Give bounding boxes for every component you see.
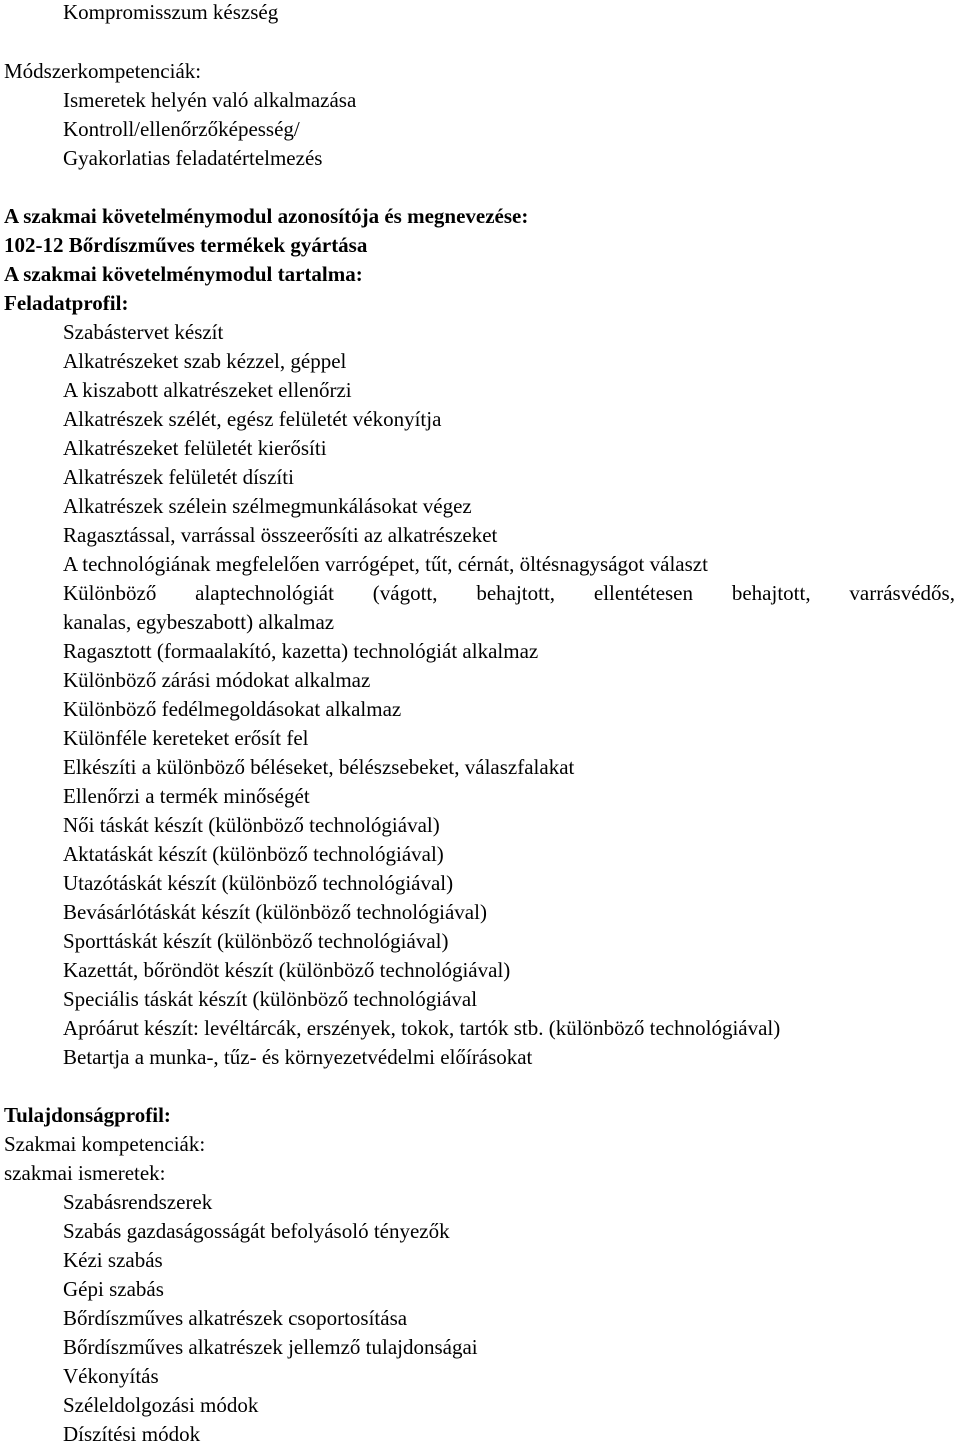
task-item: Alkatrészeket szab kézzel, géppel — [63, 349, 347, 373]
task-item: Kazettát, bőröndöt készít (különböző technológiával) — [63, 958, 511, 982]
task-item: Ragasztással, varrással összeerősíti az alkatrészeket — [63, 523, 498, 547]
task-item: Különféle kereteket erősít fel — [63, 726, 309, 750]
professional-competencies-heading: Szakmai kompetenciák: — [4, 1132, 206, 1156]
task-item: Alkatrészek szélein szélmegmunkálásokat végez — [63, 494, 472, 518]
task-item: Utazótáskát készít (különböző technológiával) — [63, 871, 454, 895]
property-profile-heading: Tulajdonságprofil: — [4, 1103, 171, 1127]
task-item: Apróárut készít: levéltárcák, erszények, tokok, tartók stb. (különböző technológiával) — [63, 1016, 781, 1040]
professional-knowledge-heading: szakmai ismeretek: — [4, 1161, 166, 1185]
module-id-value: 102-12 Bőrdíszműves termékek gyártása — [4, 233, 368, 257]
knowledge-item: Bőrdíszműves alkatrészek jellemző tulajdonságai — [63, 1335, 478, 1359]
methods-item: Ismeretek helyén való alkalmazása — [63, 88, 357, 112]
task-item: Különböző fedélmegoldásokat alkalmaz — [63, 697, 402, 721]
justified-word: varrásvédős, — [849, 581, 955, 605]
task-item: Betartja a munka-, tűz- és környezetvédelmi előírásokat — [63, 1045, 533, 1069]
knowledge-item: Széleldolgozási módok — [63, 1393, 259, 1417]
task-profile-heading: Feladatprofil: — [4, 291, 129, 315]
task-item: Sporttáskát készít (különböző technológiával) — [63, 929, 449, 953]
justified-word: alaptechnológiát — [195, 581, 334, 605]
task-item: Női táskát készít (különböző technológiával) — [63, 813, 440, 837]
justified-word: Különböző — [63, 581, 157, 605]
task-item: Ellenőrzi a termék minőségét — [63, 784, 310, 808]
task-item-continuation: kanalas, egybeszabott) alkalmaz — [63, 610, 335, 634]
task-item: Alkatrészeket felületét kierősíti — [63, 436, 327, 460]
justified-word: (vágott, — [372, 581, 438, 605]
knowledge-item: Szabásrendszerek — [63, 1190, 213, 1214]
task-item: Elkészíti a különböző béléseket, bélészsebeket, válaszfalakat — [63, 755, 575, 779]
task-item: A technológiának megfelelően varrógépet, tűt, cérnát, öltésnagyságot választ — [63, 552, 708, 576]
justified-word: ellentétesen — [593, 581, 694, 605]
justified-word: behajtott, — [476, 581, 556, 605]
methods-item: Gyakorlatias feladatértelmezés — [63, 146, 323, 170]
task-item: Ragasztott (formaalakító, kazetta) technológiát alkalmaz — [63, 639, 539, 663]
task-item: A kiszabott alkatrészeket ellenőrzi — [63, 378, 352, 402]
task-item: Különböző zárási módokat alkalmaz — [63, 668, 371, 692]
task-item-justified — [63, 581, 955, 605]
module-content-heading: A szakmai követelménymodul tartalma: — [4, 262, 363, 286]
knowledge-item: Szabás gazdaságosságát befolyásoló tényezők — [63, 1219, 450, 1243]
knowledge-item: Vékonyítás — [63, 1364, 159, 1388]
task-item: Szabástervet készít — [63, 320, 224, 344]
knowledge-item: Kézi szabás — [63, 1248, 163, 1272]
task-item: Alkatrészek szélét, egész felületét vékonyítja — [63, 407, 442, 431]
task-item: Alkatrészek felületét díszíti — [63, 465, 294, 489]
methods-item: Kontroll/ellenőrzőképesség/ — [63, 117, 300, 141]
knowledge-item: Díszítési módok — [63, 1422, 201, 1446]
task-item: Aktatáskát készít (különböző technológiával) — [63, 842, 444, 866]
knowledge-item: Bőrdíszműves alkatrészek csoportosítása — [63, 1306, 408, 1330]
knowledge-item: Gépi szabás — [63, 1277, 164, 1301]
justified-word: behajtott, — [731, 581, 811, 605]
task-item: Bevásárlótáskát készít (különböző technológiával) — [63, 900, 487, 924]
module-id-heading: A szakmai követelménymodul azonosítója és megnevezése: — [4, 204, 529, 228]
competency-line: Kompromisszum készség — [63, 0, 279, 24]
task-item: Speciális táskát készít (különböző technológiával — [63, 987, 478, 1011]
methods-heading: Módszerkompetenciák: — [4, 59, 202, 83]
